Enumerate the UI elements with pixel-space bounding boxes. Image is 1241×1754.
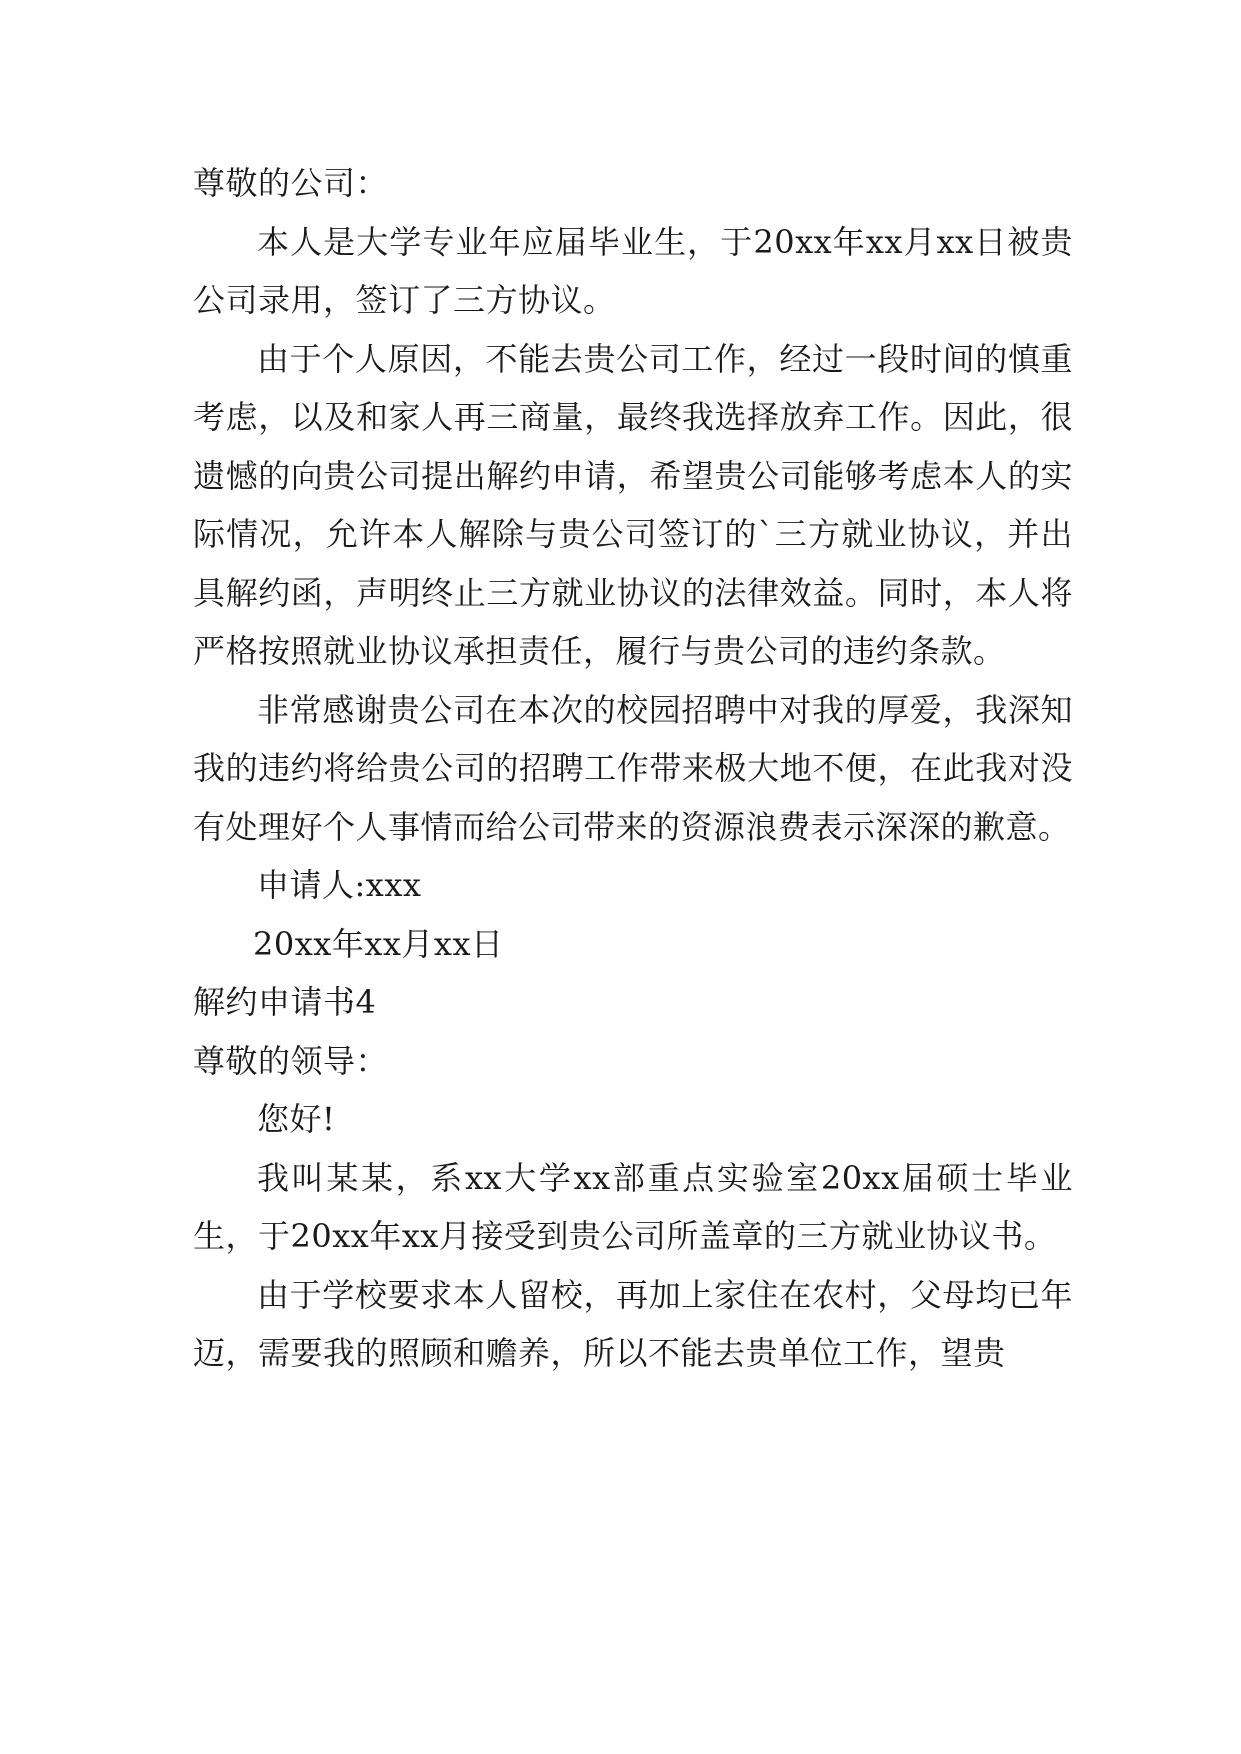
salutation-company: 尊敬的公司： [193, 164, 389, 202]
salutation-leader: 尊敬的领导： [193, 1041, 389, 1080]
document-body [193, 154, 1073, 1383]
greeting: 您好! [257, 1100, 336, 1138]
paragraph-family-reason: 由于学校要求本人留校，再加上家住在农村，父母均已年迈，需要我的照顾和赡养，所以不能去贵单位工作，望贵 [193, 1275, 1073, 1372]
paragraph-reason: 由于个人原因，不能去贵公司工作，经过一段时间的慎重考虑，以及和家人再三商量，最终我选择放弃工作。因此，很遗憾的向贵公司提出解约申请，希望贵公司能够考虑本人的实际情况，允许本人解除与贵公司签订的`三方就业协议，并出具解约函，声明终止三方就业协议的法律效益。同时，本人将严格按照就业协议承担责任，履行与贵公司的违约条款。 [193, 339, 1073, 670]
paragraph-self-introduction: 我叫某某，系xx大学xx部重点实验室20xx届硕士毕业生，于20xx年xx月接受到贵公司所盖章的三方就业协议书。 [193, 1158, 1073, 1255]
paragraph-introduction: 本人是大学专业年应届毕业生，于20xx年xx月xx日被贵公司录用，签订了三方协议。 [193, 222, 1073, 319]
paragraph-apology: 非常感谢贵公司在本次的校园招聘中对我的厚爱，我深知我的违约将给贵公司的招聘工作带来极大地不便，在此我对没有处理好个人事情而给公司带来的资源浪费表示深深的歉意。 [193, 690, 1073, 846]
signature-date: 20xx年xx月xx日 [253, 924, 504, 963]
section-title: 解约申请书4 [193, 983, 377, 1021]
signature-applicant: 申请人:xxx [257, 866, 422, 904]
